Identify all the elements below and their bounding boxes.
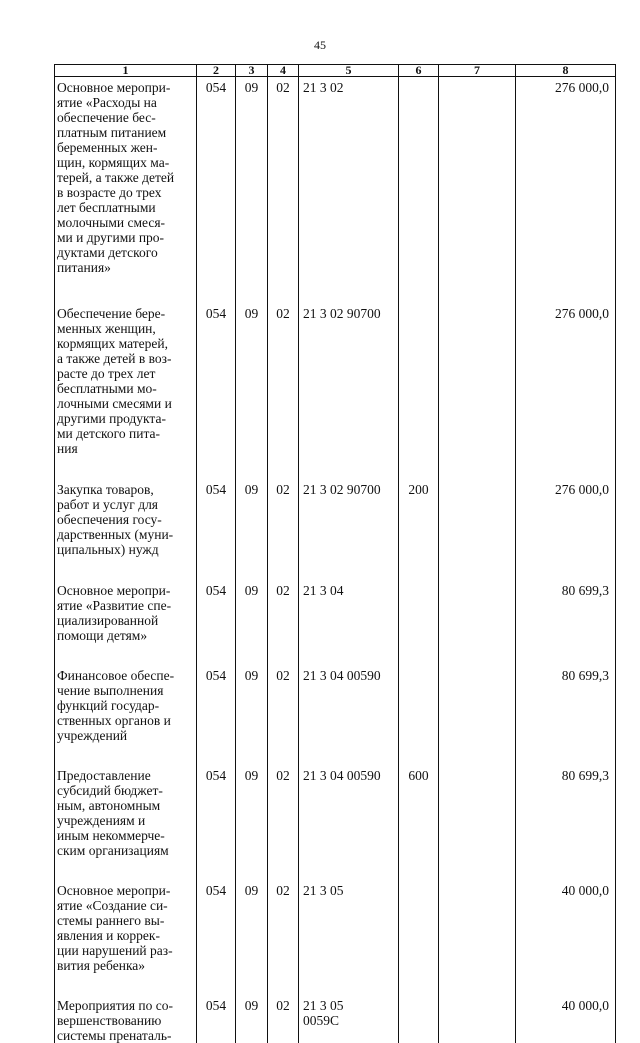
row-grbs-code: 054 <box>197 303 236 456</box>
spacer-cell <box>439 557 516 580</box>
row-amount: 40 000,0 <box>516 995 616 1043</box>
row-spacer <box>55 743 616 765</box>
row-name-line: иным некоммерче- <box>57 828 194 843</box>
row-expense-type <box>399 665 439 743</box>
row-name-line: дарственных (муни- <box>57 527 194 542</box>
row-target-article: 21 3 04 00590 <box>299 665 399 743</box>
row-name-line: питания» <box>57 260 194 275</box>
spacer-cell <box>516 973 616 995</box>
row-section-code: 09 <box>236 665 268 743</box>
spacer-cell <box>299 743 399 765</box>
spacer-cell <box>55 743 197 765</box>
spacer-cell <box>268 275 299 303</box>
spacer-cell <box>236 275 268 303</box>
spacer-cell <box>55 275 197 303</box>
spacer-cell <box>439 643 516 665</box>
spacer-cell <box>516 275 616 303</box>
row-name-line: учреждениям и <box>57 813 194 828</box>
row-name <box>55 765 197 858</box>
row-name-line: ятие «Создание си- <box>57 898 194 913</box>
row-name <box>55 880 197 973</box>
row-name-line: кормящих матерей, <box>57 336 194 351</box>
header-col-1: 1 <box>55 65 197 77</box>
row-target-article: 21 3 04 <box>299 580 399 643</box>
row-grbs-code: 054 <box>197 765 236 858</box>
header-col-4: 4 <box>268 65 299 77</box>
row-name-line: ния <box>57 441 194 456</box>
spacer-cell <box>55 973 197 995</box>
row-name-line: субсидий бюджет- <box>57 783 194 798</box>
row-expense-type <box>399 580 439 643</box>
row-name-line: дуктами детского <box>57 245 194 260</box>
row-expense-type: 600 <box>399 765 439 858</box>
spacer-cell <box>516 557 616 580</box>
row-name <box>55 479 197 557</box>
row-grbs-code: 054 <box>197 77 236 276</box>
row-grbs-code: 054 <box>197 479 236 557</box>
row-expense-type <box>399 995 439 1043</box>
row-name-line: терей, а также детей <box>57 170 194 185</box>
row-name-line: в возрасте до трех <box>57 185 194 200</box>
row-name-line: вершенствованию <box>57 1013 194 1028</box>
row-name-line: Закупка товаров, <box>57 482 194 497</box>
row-name-line: чение выполнения <box>57 683 194 698</box>
table-body <box>55 77 616 1043</box>
spacer-cell <box>299 643 399 665</box>
spacer-cell <box>299 275 399 303</box>
row-name-line: другими продукта- <box>57 411 194 426</box>
spacer-cell <box>197 275 236 303</box>
table-row <box>55 995 616 1043</box>
spacer-cell <box>299 557 399 580</box>
row-spacer <box>55 275 616 303</box>
row-col7 <box>439 479 516 557</box>
header-col-6: 6 <box>399 65 439 77</box>
spacer-cell <box>268 858 299 880</box>
table-row <box>55 880 616 973</box>
row-name-line: ятие «Расходы на <box>57 95 194 110</box>
row-name-line: помощи детям» <box>57 628 194 643</box>
spacer-cell <box>439 858 516 880</box>
header-col-8: 8 <box>516 65 616 77</box>
spacer-cell <box>399 858 439 880</box>
spacer-cell <box>516 456 616 479</box>
spacer-cell <box>236 643 268 665</box>
row-name-line: обеспечение бес- <box>57 110 194 125</box>
row-name-line: учреждений <box>57 728 194 743</box>
row-name-line: Предоставление <box>57 768 194 783</box>
spacer-cell <box>236 973 268 995</box>
row-subsection-code: 02 <box>268 580 299 643</box>
row-subsection-code: 02 <box>268 765 299 858</box>
spacer-cell <box>55 456 197 479</box>
row-amount: 80 699,3 <box>516 665 616 743</box>
spacer-cell <box>236 858 268 880</box>
spacer-cell <box>399 456 439 479</box>
row-spacer <box>55 973 616 995</box>
table-row <box>55 665 616 743</box>
spacer-cell <box>236 456 268 479</box>
row-spacer <box>55 456 616 479</box>
spacer-cell <box>268 643 299 665</box>
row-name-line: стемы раннего вы- <box>57 913 194 928</box>
spacer-cell <box>399 643 439 665</box>
spacer-cell <box>268 973 299 995</box>
row-expense-type <box>399 77 439 276</box>
row-col7 <box>439 303 516 456</box>
row-name-line: обеспечения госу- <box>57 512 194 527</box>
row-section-code: 09 <box>236 77 268 276</box>
row-amount: 80 699,3 <box>516 765 616 858</box>
spacer-cell <box>299 973 399 995</box>
row-name-line: щин, кормящих ма- <box>57 155 194 170</box>
spacer-cell <box>516 643 616 665</box>
row-section-code: 09 <box>236 303 268 456</box>
spacer-cell <box>197 557 236 580</box>
row-name-line: ственных органов и <box>57 713 194 728</box>
row-name-line: Основное меропри- <box>57 80 194 95</box>
row-name-line: лет бесплатными <box>57 200 194 215</box>
table-row <box>55 580 616 643</box>
row-spacer <box>55 557 616 580</box>
row-name-line: ми и другими про- <box>57 230 194 245</box>
row-target-article-line: 21 3 05 <box>303 998 395 1013</box>
row-name-line: Основное меропри- <box>57 883 194 898</box>
row-name-line: Основное меропри- <box>57 583 194 598</box>
row-section-code: 09 <box>236 995 268 1043</box>
row-name <box>55 303 197 456</box>
row-name-line: ятие «Развитие спе- <box>57 598 194 613</box>
row-col7 <box>439 765 516 858</box>
row-name-line: явления и коррек- <box>57 928 194 943</box>
row-target-article: 21 3 05 <box>299 880 399 973</box>
row-subsection-code: 02 <box>268 880 299 973</box>
row-name-line: функций государ- <box>57 698 194 713</box>
row-amount: 276 000,0 <box>516 303 616 456</box>
spacer-cell <box>197 743 236 765</box>
spacer-cell <box>197 973 236 995</box>
row-expense-type <box>399 880 439 973</box>
table-header-row <box>55 65 616 77</box>
spacer-cell <box>399 743 439 765</box>
row-col7 <box>439 880 516 973</box>
row-target-article: 21 3 02 <box>299 77 399 276</box>
page-number: 45 <box>0 38 640 53</box>
spacer-cell <box>55 557 197 580</box>
row-name <box>55 665 197 743</box>
row-name-line: ципальных) нужд <box>57 542 194 557</box>
row-name-line: менных женщин, <box>57 321 194 336</box>
spacer-cell <box>299 456 399 479</box>
spacer-cell <box>439 456 516 479</box>
spacer-cell <box>197 456 236 479</box>
row-name-line: а также детей в воз- <box>57 351 194 366</box>
row-target-article <box>299 995 399 1043</box>
row-target-article: 21 3 04 00590 <box>299 765 399 858</box>
row-grbs-code: 054 <box>197 995 236 1043</box>
spacer-cell <box>399 973 439 995</box>
row-section-code: 09 <box>236 765 268 858</box>
spacer-cell <box>268 557 299 580</box>
spacer-cell <box>268 456 299 479</box>
table-row <box>55 77 616 276</box>
spacer-cell <box>399 557 439 580</box>
spacer-cell <box>399 275 439 303</box>
header-col-2: 2 <box>197 65 236 77</box>
spacer-cell <box>236 743 268 765</box>
header-col-5: 5 <box>299 65 399 77</box>
row-grbs-code: 054 <box>197 580 236 643</box>
row-target-article: 21 3 02 90700 <box>299 479 399 557</box>
row-grbs-code: 054 <box>197 665 236 743</box>
row-amount: 276 000,0 <box>516 479 616 557</box>
row-col7 <box>439 77 516 276</box>
row-name-line: беременных жен- <box>57 140 194 155</box>
row-expense-type: 200 <box>399 479 439 557</box>
budget-table <box>54 64 616 1043</box>
row-subsection-code: 02 <box>268 665 299 743</box>
row-amount: 80 699,3 <box>516 580 616 643</box>
row-name-line: ским организациям <box>57 843 194 858</box>
spacer-cell <box>55 858 197 880</box>
row-amount: 40 000,0 <box>516 880 616 973</box>
row-target-article: 21 3 02 90700 <box>299 303 399 456</box>
row-section-code: 09 <box>236 880 268 973</box>
row-target-article-line: 0059С <box>303 1013 395 1028</box>
row-subsection-code: 02 <box>268 995 299 1043</box>
spacer-cell <box>197 643 236 665</box>
spacer-cell <box>439 743 516 765</box>
row-subsection-code: 02 <box>268 77 299 276</box>
spacer-cell <box>439 973 516 995</box>
row-name-line: вития ребенка» <box>57 958 194 973</box>
row-grbs-code: 054 <box>197 880 236 973</box>
table-row <box>55 303 616 456</box>
row-col7 <box>439 995 516 1043</box>
row-name-line: расте до трех лет <box>57 366 194 381</box>
header-col-7: 7 <box>439 65 516 77</box>
row-spacer <box>55 643 616 665</box>
row-name-line: Финансовое обеспе- <box>57 668 194 683</box>
row-name <box>55 77 197 276</box>
row-name-line: ным, автономным <box>57 798 194 813</box>
spacer-cell <box>516 858 616 880</box>
row-name <box>55 580 197 643</box>
row-name-line: ции нарушений раз- <box>57 943 194 958</box>
row-section-code: 09 <box>236 479 268 557</box>
row-amount: 276 000,0 <box>516 77 616 276</box>
spacer-cell <box>236 557 268 580</box>
spacer-cell <box>516 743 616 765</box>
row-name-line: ми детского пита- <box>57 426 194 441</box>
row-col7 <box>439 665 516 743</box>
row-spacer <box>55 858 616 880</box>
table-row <box>55 479 616 557</box>
spacer-cell <box>439 275 516 303</box>
row-name-line: системы пренаталь- <box>57 1028 194 1043</box>
row-subsection-code: 02 <box>268 303 299 456</box>
row-name-line: лочными смесями и <box>57 396 194 411</box>
row-name-line: платным питанием <box>57 125 194 140</box>
row-name-line: молочными смеся- <box>57 215 194 230</box>
row-name-line: Обеспечение бере- <box>57 306 194 321</box>
spacer-cell <box>299 858 399 880</box>
row-name-line: бесплатными мо- <box>57 381 194 396</box>
row-name-line: Мероприятия по со- <box>57 998 194 1013</box>
row-name-line: циализированной <box>57 613 194 628</box>
row-subsection-code: 02 <box>268 479 299 557</box>
row-section-code: 09 <box>236 580 268 643</box>
row-expense-type <box>399 303 439 456</box>
spacer-cell <box>197 858 236 880</box>
spacer-cell <box>55 643 197 665</box>
header-col-3: 3 <box>236 65 268 77</box>
row-name <box>55 995 197 1043</box>
spacer-cell <box>268 743 299 765</box>
row-col7 <box>439 580 516 643</box>
table-row <box>55 765 616 858</box>
row-name-line: работ и услуг для <box>57 497 194 512</box>
